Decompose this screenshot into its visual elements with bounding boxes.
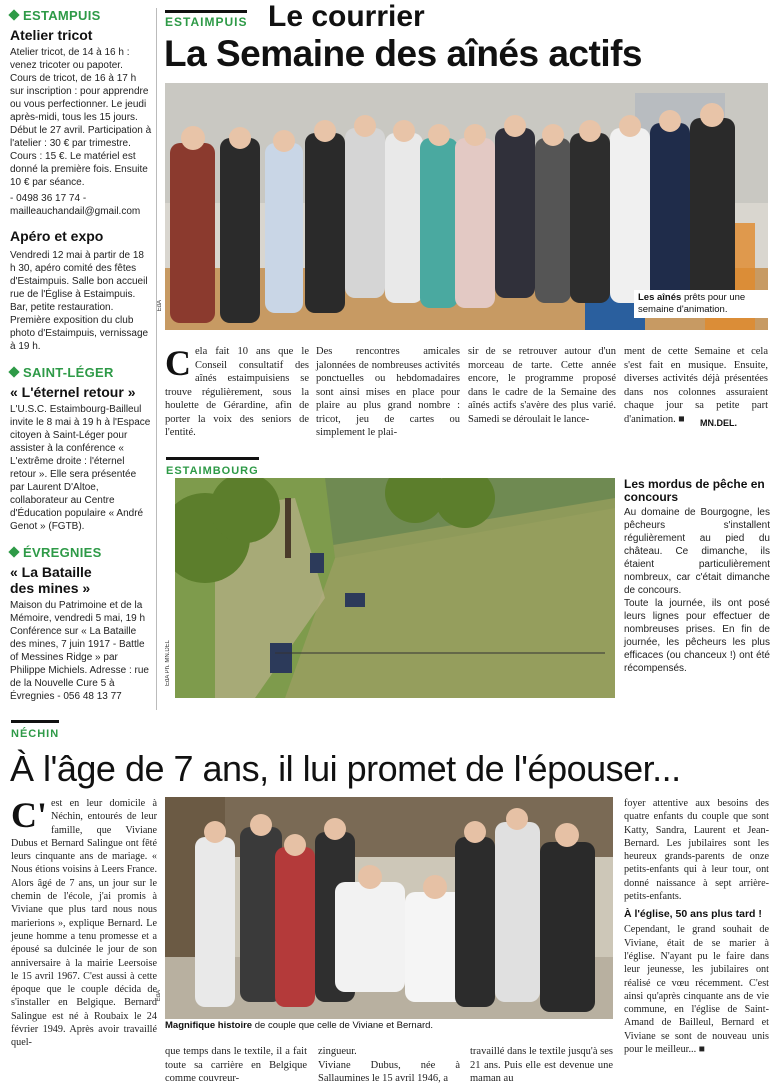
sidebar-place-saint-leger: SAINT-LÉGER <box>10 365 152 380</box>
sidebar-text-apero: Vendredi 12 mai à partir de 18 h 30, apéro comité des fêtes d'Estaimpuis. Salle bon accueil rue de l'Église à Estaimpuis. Bar, petite restauration. Première exposition du club photo d'Estaimpuis, vernissage à 19 h. <box>10 250 149 352</box>
couple-family-image <box>165 797 613 1019</box>
article1-col4: ment de cette Semaine et cela s'est fait en musique. Ensuite, diverses activités déjà présentées dans nos colonnes assuraient chaque jour sa petite part d'animation. ■ <box>624 346 768 425</box>
sidebar-text-eternel: L'U.S.C. Estaimbourg-Bailleul invite le 8 mai à 19 h à l'Espace citoyen à Saint-Léger pour assister à la conférence « L'extrême droite : l'éternel retour ». Elle sera présentée par Laurent D'Altoe, collaborateur au Centre d'Éducation populaire « André Genot » (FGTB). <box>10 404 151 532</box>
photo3-caption: Magnifique histoire de couple que celle de Viviane et Bernard. <box>165 1020 613 1032</box>
article1-dropcap: C <box>165 343 191 383</box>
article3-dropcap: C' <box>11 795 47 835</box>
diamond-icon <box>8 9 19 20</box>
sidebar-place-estaimpuis: ESTAMPUIS <box>10 8 152 23</box>
article1-col1: Cela fait 10 ans que le Conseil consultatif des aînés estaimpuisiens se trouve régulièrement, sous la houlette de Gérardine, afin de porter la voix des seniors de l'entité. <box>165 343 309 438</box>
sidebar-email: mailleauchandail@gmail.com <box>10 206 141 217</box>
sidebar-text-atelier: Atelier tricot, de 14 à 16 h : venez tricoter ou papoter. Cours de tricot, de 16 à 17 h sur inscription : pour apprendre ou vous perfectionner. Le jeudi après-midi, tous les 15 jours. Début le 27 avril. Participation à l'atelier : 30 € par trimestre. Cours : 15 €. Le matériel est donné la première fois. Ensuite 10 € par séance. <box>10 47 152 188</box>
photo-couple-family <box>165 797 613 1019</box>
photo3-credit: EdA <box>156 990 162 1002</box>
sidebar-divider <box>156 8 157 710</box>
article3-headline: À l'âge de 7 ans, il lui promet de l'épouser... <box>10 748 681 789</box>
diamond-icon <box>8 546 19 557</box>
sidebar <box>10 8 152 703</box>
article2-p2: Toute la journée, ils ont posé leurs lignes pour effectuer de nombreuses prises. En fin de journée, les pêcheurs les plus efficaces (ou chanceux !) ont été récompensés. <box>624 598 770 674</box>
article1-tag: ESTAIMPUIS <box>165 10 247 31</box>
article2-tag: ESTAIMBOURG <box>166 457 259 479</box>
sidebar-phone: - 0498 36 17 74 - <box>10 193 87 204</box>
sidebar-title-eternel: « L'éternel retour » <box>10 384 136 400</box>
sidebar-title-apero: Apéro et expo <box>10 228 104 244</box>
fishing-lake-image <box>175 478 615 698</box>
diamond-icon <box>8 366 19 377</box>
sidebar-title-atelier: Atelier tricot <box>10 27 93 43</box>
photo1-caption: Les aînés prêts pour une semaine d'animation. <box>634 290 770 318</box>
article3-col2: que temps dans le textile, il a fait toute sa carrière en Belgique comme couvreur- <box>165 1046 307 1084</box>
article3-col5: foyer attentive aux besoins des quatre enfants du couple que sont Katty, Sandra, Laurent et Jean-Bernard. Les jubilaires sont les heureux grands-parents de onze petits-enfants qui à leur tour, ont donné naissance à sept arrière-petits-enfants. À l'église, 50 ans plus tard ! Cependant, le grand souhait de Viviane, était de se marier à l'église. N'ayant pu le faire dans leur jeunesse, les jubilaires ont réalisé ce vœu récemment. C'est ainsi qu'après cinquante ans de vie commune, en l'église de Saint-Amand de Bailleul, Bernard et Viviane se sont de nouveau unis pour le meilleur... ■ <box>624 798 769 1056</box>
article3-subhead: À l'église, 50 ans plus tard ! <box>624 908 762 921</box>
sidebar-title-bataille-1: « La Bataille <box>10 564 92 580</box>
article1-col3: sir de se retrouver autour d'un morceau de tarte. Cette année encore, le programme proposé dans le cadre de la Semaine des aînés actifs s'avère des plus varié. Samedi se déroulait le lance- <box>468 346 616 425</box>
photo-fishing-lake <box>175 478 615 698</box>
article1-kicker: Le courrier <box>268 0 425 33</box>
sidebar-place-evregnies: ÉVREGNIES <box>10 545 152 560</box>
sidebar-title-bataille-2: des mines » <box>10 580 91 596</box>
article3-tag: NÉCHIN <box>11 720 59 742</box>
article3-col3: zingueur. Viviane Dubus, née à Sallaumines le 15 avril 1946, a <box>318 1046 460 1084</box>
article2-body <box>624 506 770 675</box>
article1-signature: MN.DEL. <box>700 418 737 428</box>
article3-col4: travaillé dans le textile jusqu'à ses 21 ans. Puis elle est devenue une maman au <box>470 1046 613 1084</box>
article2-headline: Les mordus de pêche en concours <box>624 477 765 504</box>
photo1-credit: EdA <box>157 300 163 312</box>
photo2-credit: EdA Ph. MN.DEL <box>165 640 171 687</box>
article1-headline: La Semaine des aînés actifs <box>164 33 643 74</box>
article3-col1: C' est en leur domicile à Néchin, entourés de leur famille, que Viviane Dubus et Bernard Salingue ont fêté leurs cinquante ans de mariage. « Nous étions voisins à Leers France. Alors âgé de 7 ans, un jour sur le chemin de l'école, j'ai promis à Viviane que plus tard nous nous marierions », explique Bernard. Le jeune homme a tenu promesse et a épousé sa dulcinée le jour de son anniversaire à la mairie Leersoise le 15 avril 1967. C'est aussi à cette époque que le couple décida de s'installer en Belgique. Bernard Salingue est né à Roubaix le 24 février 1949. Après avoir travaillé quel- <box>11 795 157 1049</box>
article1-col2: Des rencontres amicales jalonnées de nombreuses activités ponctuelles ou hebdomadaires sont ainsi mises en place pour plaire au plus grand nombre : tricot, jeu de cartes ou simplement le plai- <box>316 346 460 438</box>
sidebar-text-bataille: Maison du Patrimoine et de la Mémoire, vendredi 5 mai, 19 h Conférence sur « La Bataille des mines, 7 juin 1917 - Battle of Messines Ridge » par Philippe Michiels. Adresse : rue de la Nouvelle Cure 5 à Évregnies - 056 48 13 77 <box>10 600 149 702</box>
article2-p1: Au domaine de Bourgogne, les pêcheurs s'installent régulièrement au pied du château. Ce dimanche, ils étaient particulièrement nombreux, car c'était dimanche de concours. <box>624 507 770 596</box>
